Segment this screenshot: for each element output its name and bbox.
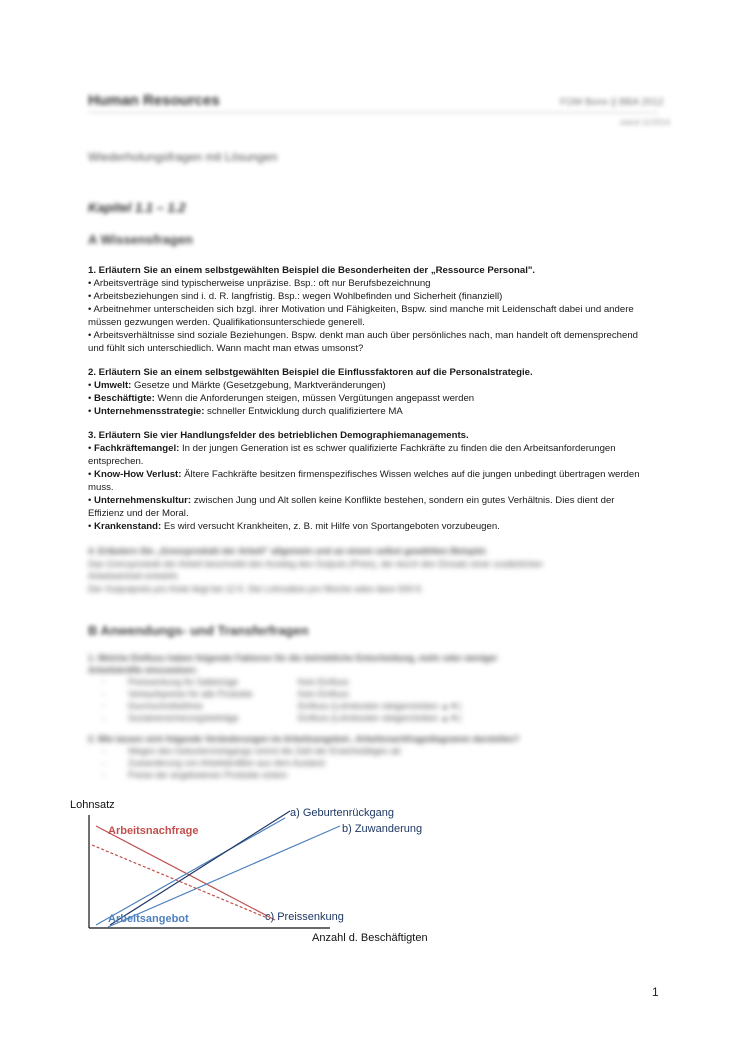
q4-line: Der Outputpreis pro Kiste liegt bei 12 €. Die Lohnsätze pro Woche wäre dann 500 €.	[88, 583, 424, 594]
change-item: - Wegen des Geburtenrückgangs nimmt die Zahl der Erwerbstätigen ab	[102, 746, 401, 756]
q1-bullet: • Arbeitsverhältnisse sind soziale Beziehungen. Bspw. denkt man auch über persönliches nach, man handelt oft demensprechend und fühlt sich unterschiedlich. Wann macht man etwas umsonst?	[88, 330, 639, 354]
question-4: 4. Erläutern Sie „Grenzprodukt der Arbeit" allgemein und an einem selbst gewählten Beispiel.	[88, 546, 488, 556]
supply-label: Arbeitsangebot	[108, 913, 189, 925]
q4-line: Arbeitseinheit entsteht.	[88, 571, 180, 581]
preissenkung-label: c) Preissenkung	[265, 911, 344, 923]
question-1: 1. Erläutern Sie an einem selbstgewählten Beispiel die Besonderheiten der „Ressource Personal".	[88, 265, 536, 276]
chapter-heading: Kapitel 1.1 – 1.2	[88, 200, 186, 215]
q3-item: • Fachkräftemangel: In der jungen Generation ist es schwer qualifizierte Fachkräfte zu finden die den Arbeitsanforderungen entsprechen.	[88, 443, 616, 467]
q1-bullet: • Arbeitnehmer unterscheiden sich bzgl. ihrer Motivation und Fähigkeiten, Bspw. sind manche mit Leidenschaft dabei und andere müssen gezwungen werden. Qualifikationsunterschiede generell.	[88, 304, 634, 328]
q1-bullet: • Arbeitsbeziehungen sind i. d. R. langfristig. Bsp.: wegen Wohlbefinden und Sicherheit (finanziell)	[88, 291, 503, 302]
document-header-meta: FOM Bonn || BBA 2012	[560, 97, 664, 108]
factor-row: - Verkaufspreise für alle Produkte Kein Einfluss	[102, 689, 349, 699]
document-header-title: Human Resources	[88, 92, 220, 109]
section-b-question-2: 2. Wie lassen sich folgende Veränderungen im Arbeitsangebot-, Arbeitsnachfragediagramm darstellen?	[88, 734, 520, 744]
q1-bullet: • Arbeitsverträge sind typischerweise unpräzise. Bsp.: oft nur Berufsbezeichnung	[88, 278, 431, 289]
y-axis-label: Lohnsatz	[70, 799, 115, 811]
factor-row: - Sozialversicherungsbeiträge Einfluss (Lohnkosten steigen/sinken ▲▼)	[102, 713, 462, 723]
q4-line: Das Grenzprodukt der Arbeit beschreibt den Anstieg des Outputs (Preis), der durch den Einsatz einer zusätzlichen	[88, 558, 543, 569]
change-item: - Zuwanderung von Arbeitskräften aus dem Ausland	[102, 758, 325, 768]
q3-item: • Know-How Verlust: Ältere Fachkräfte besitzen firmenspezifisches Wissen welches auf die jungen unbedingt übertragen werden muss.	[88, 469, 640, 493]
q3-item: • Unternehmenskultur: zwischen Jung und Alt sollen keine Konflikte bestehen, sondern ein gutes Verhältnis. Dies dient der Effizienz und der Moral.	[88, 495, 615, 519]
zuwanderung-label: b) Zuwanderung	[342, 823, 423, 835]
document-header-date: stand 11/2014	[620, 118, 671, 127]
change-item: - Preise der angebotenen Produkte sinken	[102, 770, 288, 780]
document-subtitle: Wiederholungsfragen mit Lösungen	[88, 150, 278, 164]
page-number: 1	[652, 985, 659, 999]
question-2: 2. Erläutern Sie an einem selbstgewählten Beispiel die Einflussfaktoren auf die Personalstrategie.	[88, 367, 533, 378]
factor-row: - Preissenkung für Sattelzüge Kein Einfluss	[102, 677, 349, 687]
geburtenrueckgang-label: a) Geburtenrückgang	[290, 807, 394, 819]
demand-label: Arbeitsnachfrage	[108, 825, 199, 837]
q2-item: • Umwelt: Gesetze und Märkte (Gesetzgebung, Marktveränderungen)	[88, 380, 386, 391]
q2-item: • Beschäftigte: Wenn die Anforderungen steigen, müssen Vergütungen angepasst werden	[88, 393, 475, 404]
q2-item: • Unternehmensstrategie: schneller Entwicklung durch qualifiziertere MA	[88, 406, 403, 417]
x-axis-label: Anzahl d. Beschäftigten	[312, 932, 428, 944]
section-b-question-1: 1. Welche Einfluss haben folgende Faktoren für die betriebliche Entscheidung, mehr oder weniger	[88, 653, 498, 663]
demand-curve	[96, 826, 275, 920]
factor-row: - Durchschnittslöhne Einfluss (Lohnkosten steigen/sinken ▲▼)	[102, 701, 462, 711]
section-b-question-1-cont: Arbeitskräfte einzusetzen:	[88, 665, 198, 675]
section-b-heading: B Anwendungs- und Transferfragen	[88, 623, 309, 638]
section-a-heading: A Wissensfragen	[88, 232, 193, 247]
question-3: 3. Erläutern Sie vier Handlungsfelder des betrieblichen Demographiemanagements.	[88, 430, 469, 441]
q3-item: • Krankenstand: Es wird versucht Krankheiten, z. B. mit Hilfe von Sportangeboten vorzubeugen.	[88, 521, 500, 532]
